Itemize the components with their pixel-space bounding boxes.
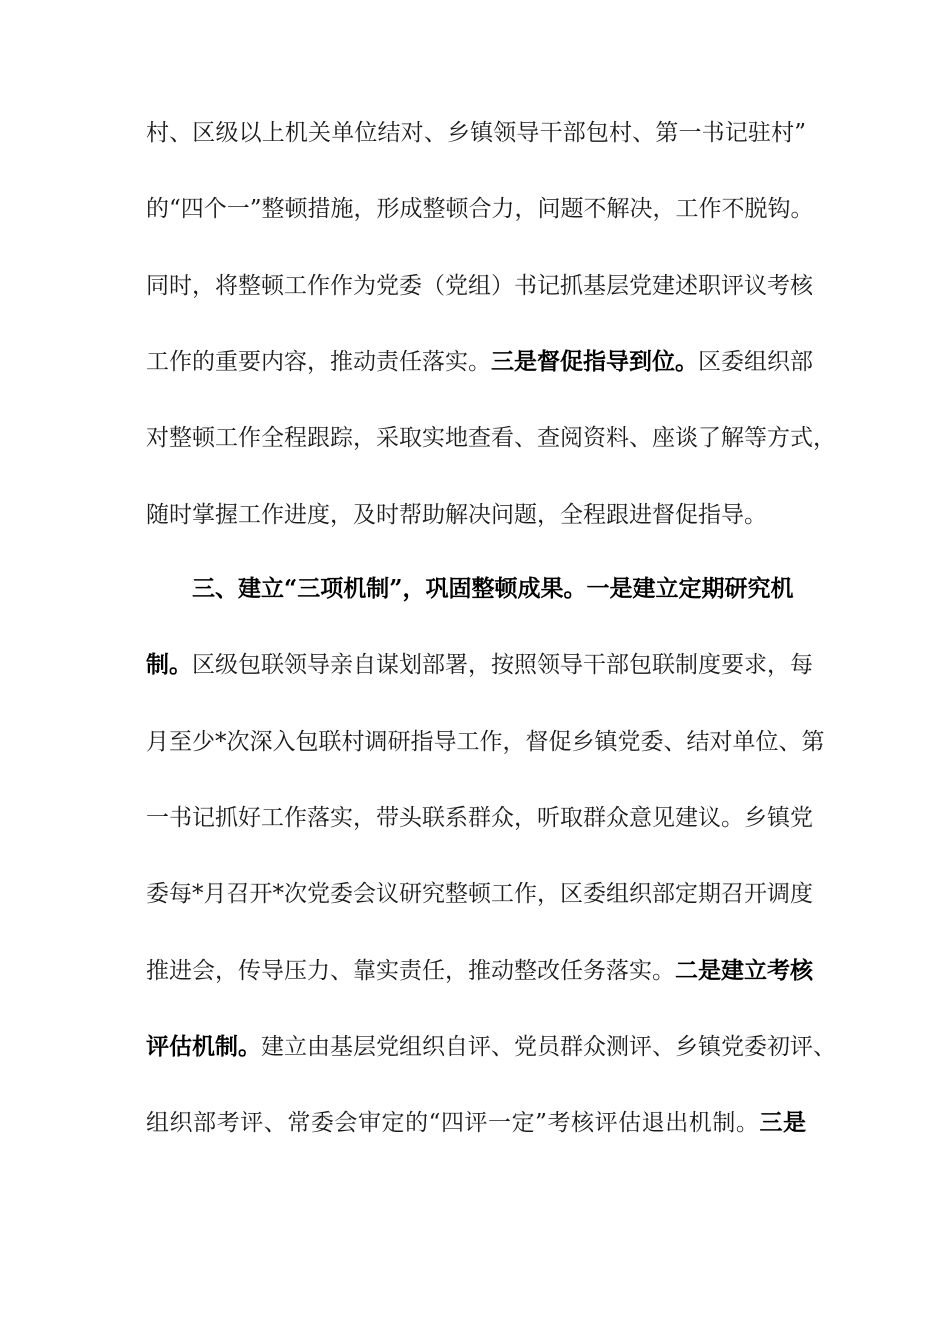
text-segment: 工作的重要内容，推动责任落实。 bbox=[146, 348, 491, 375]
bold-text-segment: 三是 bbox=[759, 1109, 806, 1137]
text-segment: 的“四个一”整顿措施，形成整顿合力，问题不解决，工作不脱钩。 bbox=[146, 196, 814, 223]
bold-text-segment: 制。 bbox=[146, 651, 192, 679]
text-segment: 村、区级以上机关单位结对、乡镇领导干部包村、第一书记驻村” bbox=[146, 120, 806, 146]
bold-text-segment: 二是建立考核 bbox=[675, 956, 813, 984]
bold-text-segment: 三、建立“三项机制”，巩固整顿成果。一是建立定期研究机 bbox=[192, 575, 794, 602]
text-line bbox=[146, 189, 814, 229]
text-line bbox=[146, 951, 813, 991]
text-line bbox=[192, 569, 794, 609]
text-segment: 随时掌握工作进度，及时帮助解决问题，全程跟进督促指导。 bbox=[146, 501, 767, 528]
text-segment: 建立由基层党组织自评、党员群众测评、乡镇党委初评、 bbox=[261, 1033, 836, 1060]
text-line bbox=[146, 722, 825, 762]
text-segment: 区级包联领导亲自谋划部署，按照领导干部包联制度要求，每 bbox=[192, 652, 813, 679]
text-line bbox=[146, 418, 836, 458]
text-line bbox=[146, 798, 813, 838]
text-segment: 对整顿工作全程跟踪，采取实地查看、查阅资料、座谈了解等方式， bbox=[146, 425, 836, 452]
text-segment: 同时，将整顿工作作为党委（党组）书记抓基层党建述职评议考核 bbox=[146, 272, 813, 299]
bold-text-segment: 评估机制。 bbox=[146, 1032, 261, 1060]
text-line bbox=[146, 342, 813, 382]
text-line bbox=[146, 495, 767, 535]
text-line bbox=[146, 1103, 806, 1143]
bold-text-segment: 三是督促指导到位。 bbox=[491, 347, 698, 375]
text-line bbox=[146, 1027, 836, 1067]
text-segment: 推进会，传导压力、靠实责任，推动整改任务落实。 bbox=[146, 957, 675, 984]
text-line bbox=[146, 113, 806, 153]
text-segment: 区委组织部 bbox=[698, 348, 813, 375]
text-segment: 月至少*次深入包联村调研指导工作，督促乡镇党委、结对单位、第 bbox=[146, 728, 825, 755]
text-line bbox=[146, 266, 813, 306]
text-line bbox=[146, 874, 813, 914]
text-line bbox=[146, 645, 813, 685]
text-segment: 委每*月召开*次党委会议研究整顿工作，区委组织部定期召开调度 bbox=[146, 881, 813, 908]
text-segment: 一书记抓好工作落实，带头联系群众，听取群众意见建议。乡镇党 bbox=[146, 804, 813, 831]
text-segment: 组织部考评、常委会审定的“四评一定”考核评估退出机制。 bbox=[146, 1110, 760, 1137]
